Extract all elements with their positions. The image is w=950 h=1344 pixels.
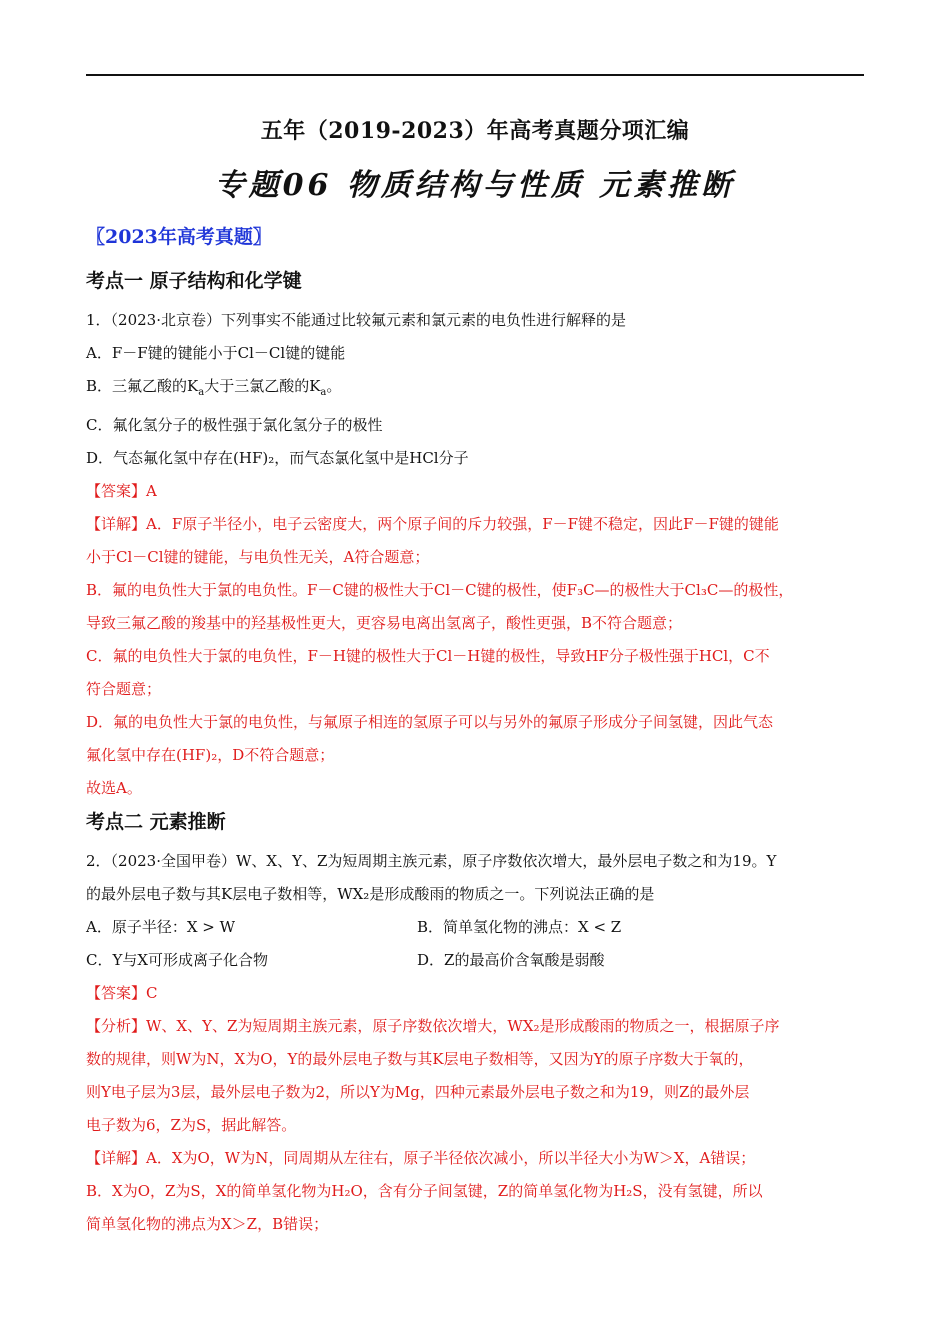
point1-heading: 考点一 原子结构和化学键 — [86, 270, 302, 292]
q1-option-c: C．氟化氢分子的极性强于氯化氢分子的极性 — [86, 416, 383, 434]
q1-answer: 【答案】A — [86, 482, 157, 500]
q2-analysis-line: 【分析】W、X、Y、Z为短周期主族元素，原子序数依次增大，WX₂是形成酸雨的物质之一，根据原子序 — [86, 1017, 780, 1035]
q1-option-d: D．气态氟化氢中存在(HF)₂，而气态氯化氢中是HCl分子 — [86, 449, 469, 467]
q2-analysis-line: 数的规律，则W为N，X为O，Y的最外层电子数与其K层电子数相等，又因为Y的原子序数大于氧的， — [86, 1050, 754, 1068]
q1-option-b-part2: 大于三氯乙酸的K — [204, 377, 321, 395]
q1-option-b-end: 。 — [326, 377, 342, 395]
q2-option-c: C．Y与X可形成离子化合物 — [86, 951, 269, 969]
q2-option-a: A．原子半径：X > W — [86, 918, 236, 936]
collection-title: 五年（2019-2023）年高考真题分项汇编 — [260, 118, 690, 144]
content — [86, 266, 864, 1241]
q1-detail-line: 导致三氟乙酸的羧基中的羟基极性更大，更容易电离出氢离子，酸性更强，B不符合题意； — [86, 614, 683, 632]
q2-options-row — [86, 911, 864, 944]
q1-option-b-sub2: a — [320, 387, 327, 398]
question-2-line: 2．（2023·全国甲卷）W、X、Y、Z为短周期主族元素，原子序数依次增大，最外层电子数之和为19。Y — [86, 852, 777, 870]
q1-detail-line: 氟化氢中存在(HF)₂，D不符合题意； — [86, 746, 335, 764]
q1-detail-line: B．氟的电负性大于氯的电负性。F－C键的极性大于Cl－C键的极性，使F₃C—的极性大于Cl₃C—的极性， — [86, 581, 794, 599]
q1-detail-line: 【详解】A．F原子半径小，电子云密度大，两个原子间的斥力较强，F－F键不稳定，因此F－F键的键能 — [86, 515, 779, 533]
q2-analysis-line: 电子数为6，Z为S，据此解答。 — [86, 1116, 297, 1134]
question-2-line: 的最外层电子数与其K层电子数相等，WX₂是形成酸雨的物质之一。下列说法正确的是 — [86, 885, 655, 903]
q2-answer: 【答案】C — [86, 984, 158, 1002]
q2-detail-line: 【详解】A．X为O，W为N，同周期从左往右，原子半径依次减小，所以半径大小为W＞X，A错误； — [86, 1149, 756, 1167]
q2-detail-line: 简单氢化物的沸点为X＞Z，B错误； — [86, 1215, 329, 1233]
q1-option-b-sub1: a — [198, 387, 205, 398]
question-1: 1．（2023·北京卷）下列事实不能通过比较氟元素和氯元素的电负性进行解释的是 — [86, 311, 626, 329]
q1-option-a: A．F－F键的键能小于Cl－Cl键的键能 — [86, 344, 346, 362]
q2-detail-line: B．X为O，Z为S，X的简单氢化物为H₂O，含有分子间氢键，Z的简单氢化物为H₂S，没有氢键，所以 — [86, 1182, 763, 1200]
section-header: 〖2023年高考真题〗 — [86, 226, 272, 248]
q2-analysis-line: 则Y电子层为3层，最外层电子数为2，所以Y为Mg，四种元素最外层电子数之和为19，则Z的最外层 — [86, 1083, 750, 1101]
q2-option-d: D．Z的最高价含氧酸是弱酸 — [417, 951, 605, 969]
q1-detail-line: 故选A。 — [86, 779, 142, 797]
q2-options-row — [86, 944, 864, 977]
q1-detail-line: D．氟的电负性大于氯的电负性，与氟原子相连的氢原子可以与另外的氟原子形成分子间氢键，因此气态 — [86, 713, 774, 731]
q1-option-b — [86, 370, 864, 409]
q1-detail-line: 小于Cl－Cl键的键能，与电负性无关，A符合题意； — [86, 548, 430, 566]
q1-detail-line: 符合题意； — [86, 680, 162, 698]
q2-option-b: B．简单氢化物的沸点：X < Z — [417, 918, 622, 936]
q1-detail-line: C．氟的电负性大于氯的电负性，F－H键的极性大于Cl－H键的极性，导致HF分子极性强于HCl，C不 — [86, 647, 770, 665]
top-rule — [86, 74, 864, 76]
point2-heading: 考点二 元素推断 — [86, 811, 226, 833]
topic-title: 专题06 物质结构与性质 元素推断 — [214, 168, 736, 203]
q1-option-b-part1: B．三氟乙酸的K — [86, 377, 199, 395]
